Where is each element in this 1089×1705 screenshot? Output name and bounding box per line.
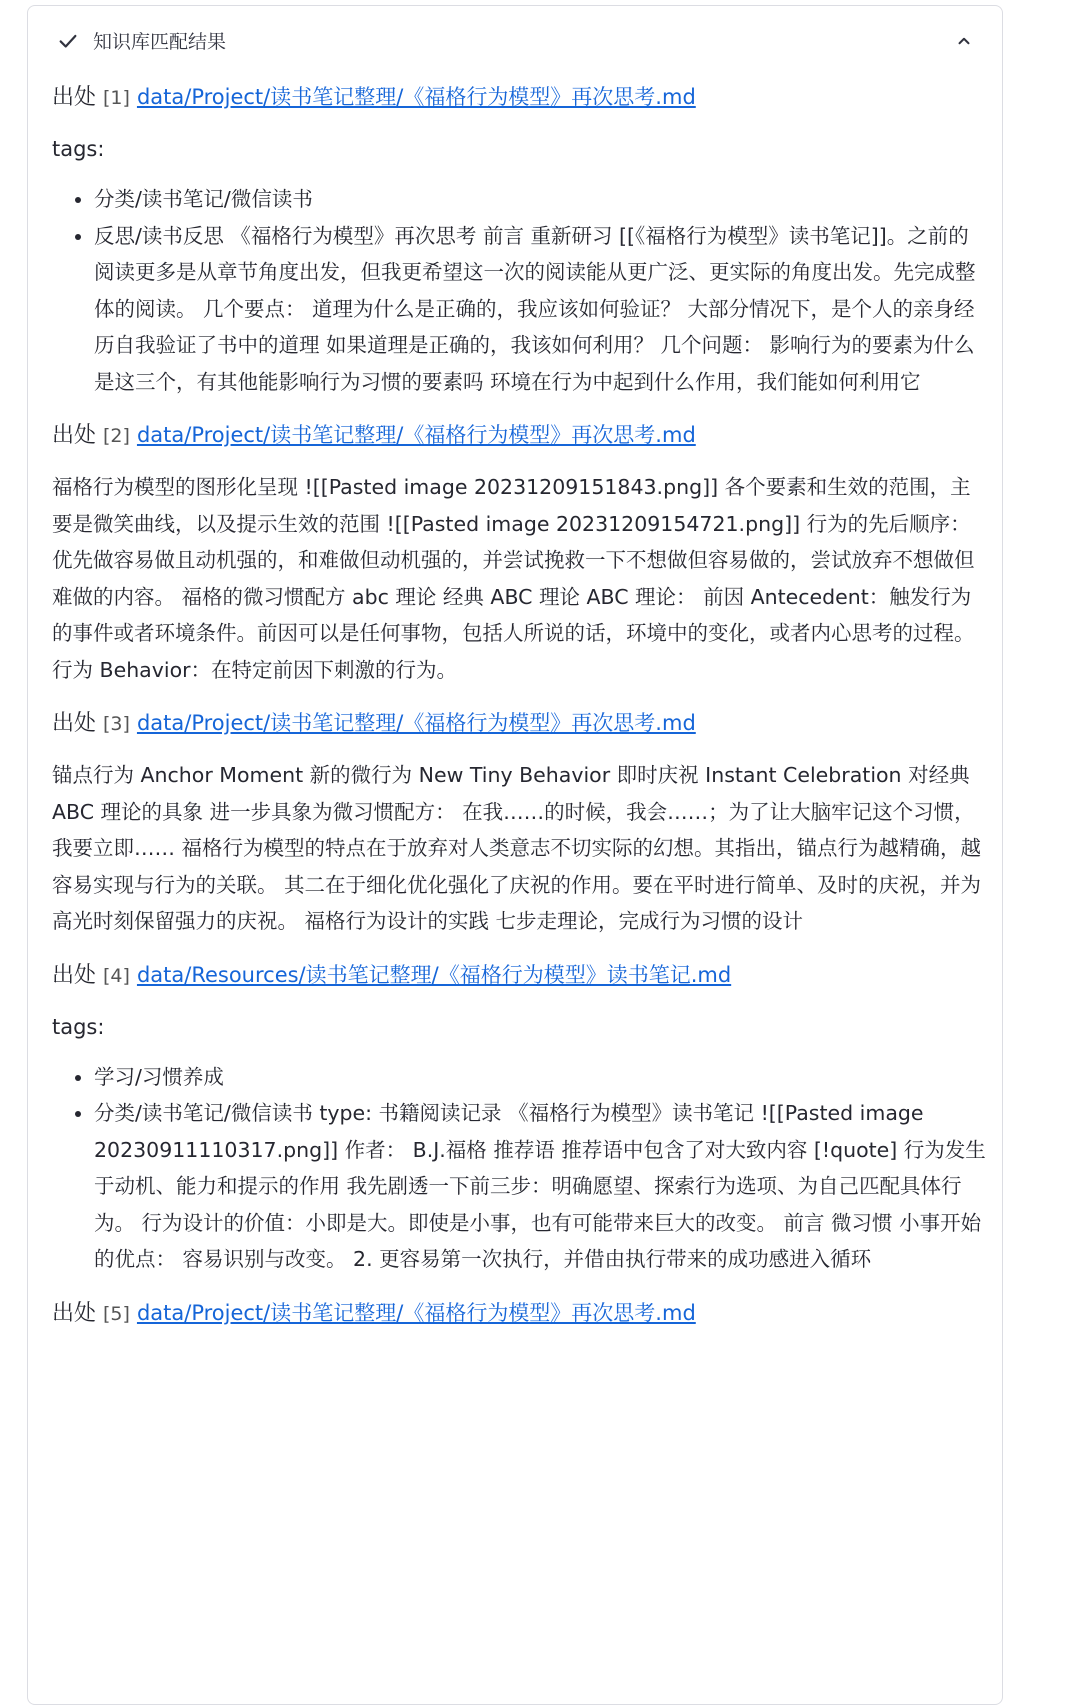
source-line [52,704,987,743]
source-label: 出处 [52,962,97,988]
source-number: [2] [103,425,130,447]
source-number: [1] [103,87,130,109]
list-item: • 反思/读书反思 《福格行为模型》再次思考 前言 重新研习 [[《福格行为模型》读书笔记]]。之前的阅读更多是从章节角度出发，但我更希望这一次的阅读能从更广泛、更实际的角度出发。先完成整体的阅读。 几个要点： 道理为什么是正确的，我应该如何验证？ 大部分情况下，是个人的亲身经历自我验证了书中的道理 如果道理是正确的，我该如何利用？ 几个问题： 影响行为的要素为什么是这三个，有其他能影响行为习惯的要素吗 环境在行为中起到什么作用，我们能如何利用它 [94,218,987,401]
chevron-up-icon[interactable] [955,32,973,50]
check-icon [57,30,79,52]
tag-list [52,1059,987,1278]
source-line [52,416,987,455]
source-number: [5] [103,1302,130,1325]
source-link[interactable]: data/Project/读书笔记整理/《福格行为模型》再次思考.md [136,85,696,109]
source-link[interactable]: data/Resources/读书笔记整理/《福格行为模型》读书笔记.md [136,962,732,987]
result-text: 福格行为模型的图形化呈现 ![[Pasted image 20231209151843.png]] 各个要素和生效的范围，主要是微笑曲线，以及提示生效的范围 ![[Pasted image 20231209154721.png]] 行为的先后顺序：优先做容易做且动机强的，和难做但动机强的，并尝试挽救一下不想做但容易做的，尝试放弃不想做但难做的内容。 福格的微习惯配方 abc 理论 经典 ABC 理论 ABC 理论： 前因 Antecedent：触发行为的事件或者环境条件。前因可以是任何事物，包括人所说的话，环境中的变化，或者内心思考的过程。 行为 Behavior：在特定前因下刺激的行为。 [52,475,975,682]
source-link[interactable]: data/Project/读书笔记整理/《福格行为模型》再次思考.md [136,711,696,735]
list-item: • 学习/习惯养成 [94,1059,987,1096]
source-label: 出处 [52,1300,97,1326]
knowledge-base-results-panel [27,5,1003,1705]
tags-label: tags: [52,137,105,161]
list-item: • 分类/读书笔记/微信读书 [94,181,987,218]
tag-list [52,181,987,400]
source-line [52,956,987,995]
source-label: 出处 [52,423,97,448]
list-item: • 分类/读书笔记/微信读书 type: 书籍阅读记录 《福格行为模型》读书笔记 ![[Pasted image 20230911110317.png]] 作者： B.J.福格 推荐语 推荐语中包含了对大致内容 [!quote] 行为发生于动机、能力和提示的作用 我先剧透一下前三步：明确愿望、探索行为选项、为自己匹配具体行为。 行为设计的价值：小即是大。即使是小事，也有可能带来巨大的改变。 前言 微习惯 小事开始的优点： 容易识别与改变。 2. 更容易第一次执行，并借由执行带来的成功感进入循环 [94,1095,987,1278]
expander-title: 知识库匹配结果 [93,31,227,53]
source-link[interactable]: data/Project/读书笔记整理/《福格行为模型》再次思考.md [136,423,696,447]
result-text: 锚点行为 Anchor Moment 新的微行为 New Tiny Behavior 即时庆祝 Instant Celebration 对经典 ABC 理论的具象 进一步具象为微习惯配方： 在我……的时候，我会……；为了让大脑牢记这个习惯，我要立即…… 福格行为模型的特点在于放弃对人类意志不切实际的幻想。其指出，锚点行为越精确，越容易实现与行为的关联。 其二在于细化优化强化了庆祝的作用。要在平时进行简单、及时的庆祝，并为高光时刻保留强力的庆祝。 福格行为设计的实践 七步走理论，完成行为习惯的设计 [52,763,982,933]
results-content [52,78,987,1347]
source-number: [3] [103,713,130,735]
source-link[interactable]: data/Project/读书笔记整理/《福格行为模型》再次思考.md [136,1300,696,1325]
source-number: [4] [103,964,130,987]
source-label: 出处 [52,711,97,736]
source-line [52,1294,987,1333]
expander-header[interactable] [28,6,1002,72]
tags-label: tags: [52,1014,105,1039]
source-line [52,78,987,117]
source-label: 出处 [52,85,97,110]
